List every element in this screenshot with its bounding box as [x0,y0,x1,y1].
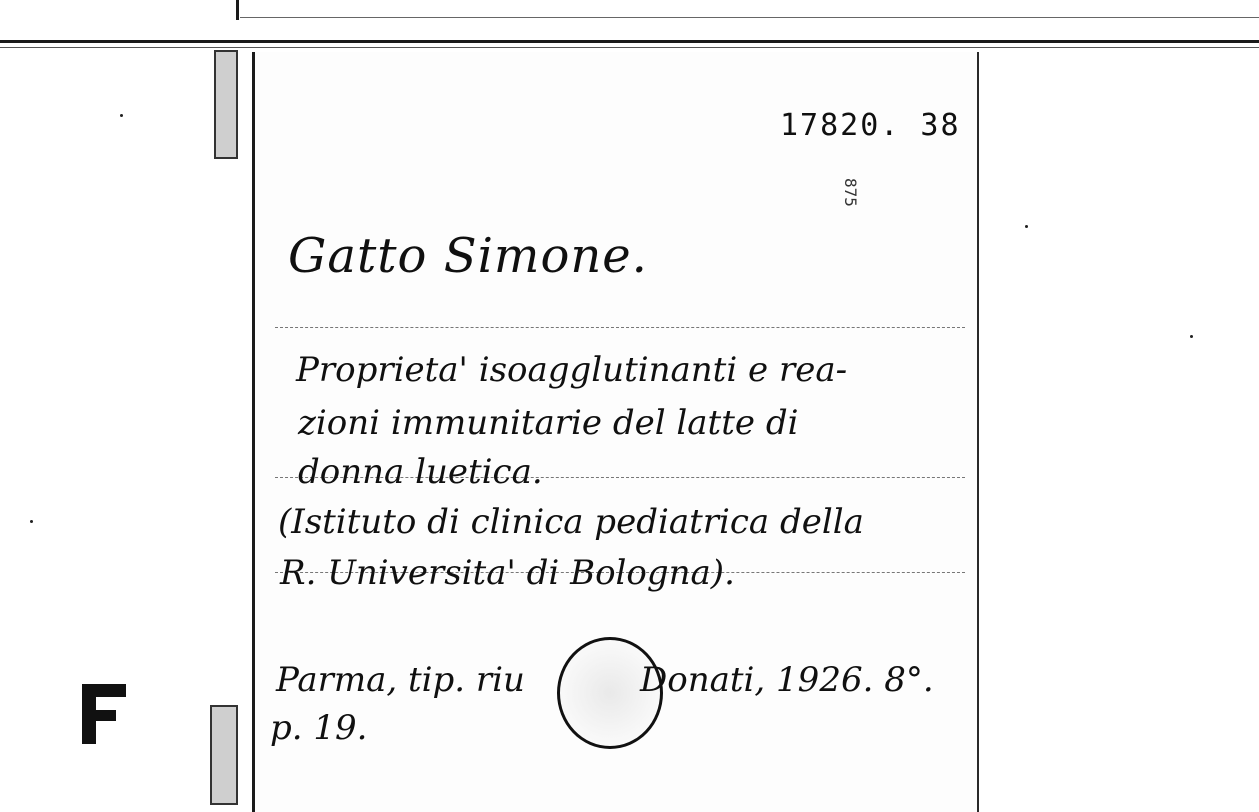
side-number: 875 [841,178,860,207]
author-heading: Gatto Simone. [288,228,648,284]
imprint-pages: p. 19. [270,708,368,748]
imprint-place: Parma, tip. riu [276,660,525,700]
title-line: donna luetica. [298,452,543,492]
top-frame-line-thin [0,47,1259,48]
title-line: zioni immunitarie del latte di [298,403,799,443]
institute-line: R. Universita' di Bologna). [280,553,735,593]
scan-speck [1190,335,1193,338]
top-frame-line [0,40,1259,43]
scan-speck [1025,225,1028,228]
imprint-publisher-date: Donati, 1926. 8°. [640,660,934,700]
call-number: 17820. 38 [780,108,961,143]
left-frame-line [236,0,239,20]
rule-line [275,327,965,328]
margin-letter-f [82,684,126,744]
institute-line: (Istituto di clinica pediatrica della [278,502,864,542]
scan-speck [120,114,123,117]
scan-speck [30,520,33,523]
top-edge-line [240,17,1259,18]
title-line: Proprieta' isoagglutinanti e rea- [296,350,848,390]
card-clip-bottom [210,705,238,805]
card-clip-top [214,50,238,159]
